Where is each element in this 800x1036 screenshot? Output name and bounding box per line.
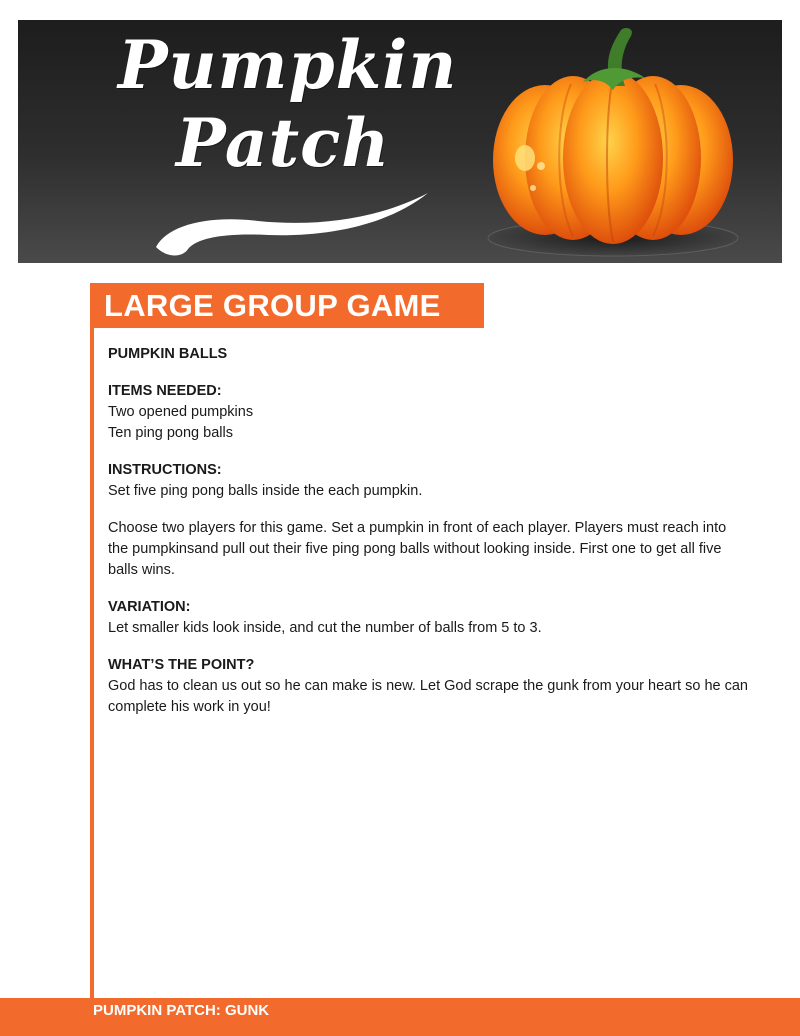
banner-title-line2: Patch (176, 104, 391, 182)
section-title: LARGE GROUP GAME (104, 288, 441, 323)
footer-bar (0, 998, 800, 1036)
item-line: Ten ping pong balls (108, 425, 233, 441)
instructions-paragraph: Set five ping pong balls inside the each pumpkin. (108, 483, 423, 499)
variation-text: Let smaller kids look inside, and cut the number of balls from 5 to 3. (108, 620, 542, 636)
header-banner (18, 20, 782, 263)
footer-text: PUMPKIN PATCH: GUNK (93, 1002, 270, 1019)
instructions-paragraph: Choose two players for this game. Set a pumpkin in front of each player. Players must reach into the pumpkinsand pull out their five ping pong balls without looking inside. First one to get all five balls wins. (108, 520, 727, 578)
variation-heading: VARIATION: (108, 599, 191, 615)
point-text: God has to clean us out so he can make is new. Let God scrape the gunk from your heart so he can complete his work in you! (108, 678, 748, 715)
items-heading: ITEMS NEEDED: (108, 383, 222, 399)
banner-title (118, 26, 458, 182)
game-content (108, 344, 748, 718)
banner-title-line1: Pumpkin (118, 26, 458, 104)
left-accent-rule (90, 283, 94, 1001)
pumpkin-icon (463, 20, 763, 263)
instructions-heading: INSTRUCTIONS: (108, 462, 222, 478)
swoosh-decoration (148, 185, 438, 263)
point-heading: WHAT’S THE POINT? (108, 657, 255, 673)
item-line: Two opened pumpkins (108, 404, 254, 420)
game-name: PUMPKIN BALLS (108, 346, 228, 362)
